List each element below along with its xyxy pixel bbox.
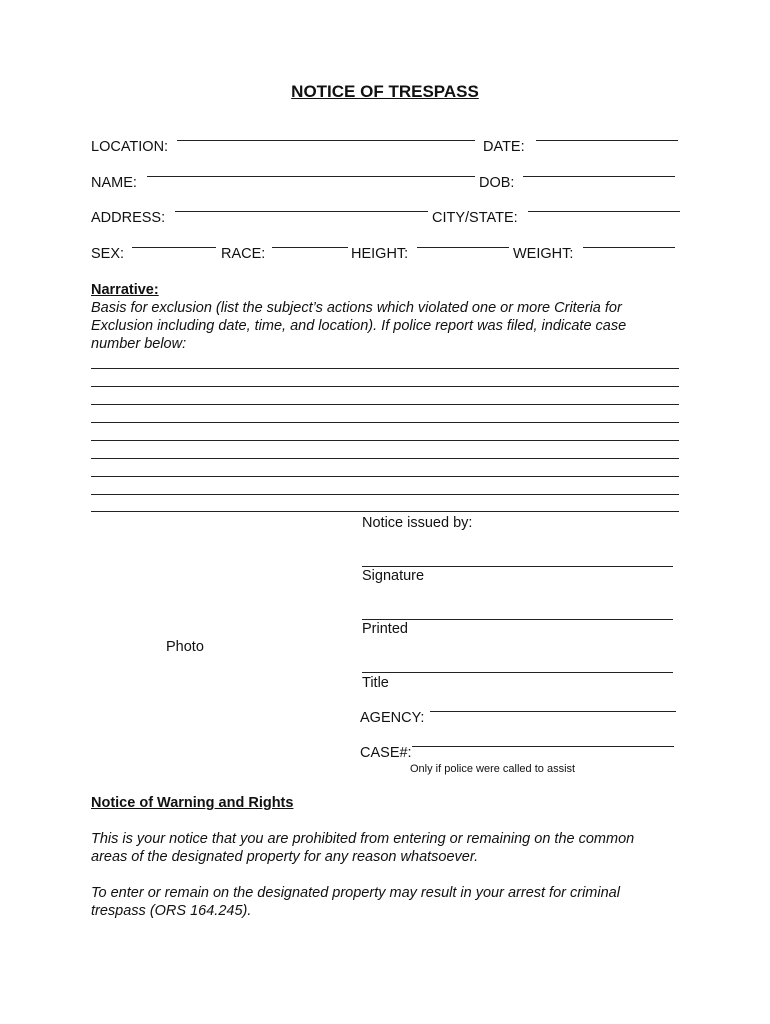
date-label: DATE: xyxy=(483,139,525,155)
case-number-field[interactable] xyxy=(412,746,674,747)
name-label: NAME: xyxy=(91,175,137,191)
name-field[interactable] xyxy=(147,176,475,177)
narrative-instructions-line2: Exclusion including date, time, and location). If police report was filed, indicate case xyxy=(91,318,627,334)
warning-paragraph1-line1: This is your notice that you are prohibited from entering or remaining on the common xyxy=(91,831,635,847)
printed-label: Printed xyxy=(362,621,408,637)
location-label: LOCATION: xyxy=(91,139,169,155)
dob-field[interactable] xyxy=(523,176,675,177)
narrative-instructions-line3: number below: xyxy=(91,336,187,352)
signature-label: Signature xyxy=(362,568,425,584)
case-number-note: Only if police were called to assist xyxy=(410,763,576,775)
address-label: ADDRESS: xyxy=(91,210,166,226)
issued-by-heading: Notice issued by: xyxy=(362,515,473,531)
warning-paragraph1-line2: areas of the designated property for any reason whatsoever. xyxy=(91,849,479,865)
narrative-instructions-line1: Basis for exclusion (list the subject’s actions which violated one or more Criteria for xyxy=(91,300,622,316)
narrative-line[interactable] xyxy=(91,386,679,387)
title-field[interactable] xyxy=(362,672,673,673)
narrative-line[interactable] xyxy=(91,440,679,441)
photo-label: Photo xyxy=(166,639,204,655)
date-field[interactable] xyxy=(536,140,678,141)
location-field[interactable] xyxy=(177,140,475,141)
title-label: Title xyxy=(362,675,389,691)
narrative-line[interactable] xyxy=(91,458,679,459)
sex-field[interactable] xyxy=(132,247,216,248)
height-field[interactable] xyxy=(417,247,509,248)
sex-label: SEX: xyxy=(91,246,125,262)
narrative-line[interactable] xyxy=(91,368,679,369)
case-number-label: CASE#: xyxy=(360,745,412,761)
weight-label: WEIGHT: xyxy=(513,246,574,262)
city-state-field[interactable] xyxy=(528,211,680,212)
narrative-line[interactable] xyxy=(91,476,679,477)
agency-label: AGENCY: xyxy=(360,710,425,726)
dob-label: DOB: xyxy=(479,175,515,191)
warning-paragraph2-line1: To enter or remain on the designated property may result in your arrest for criminal xyxy=(91,885,620,901)
warning-paragraph2-line2: trespass (ORS 164.245). xyxy=(91,903,252,919)
narrative-line[interactable] xyxy=(91,511,679,512)
warning-heading: Notice of Warning and Rights xyxy=(91,795,294,811)
race-field[interactable] xyxy=(272,247,348,248)
city-state-label: CITY/STATE: xyxy=(432,210,518,226)
page-title: NOTICE OF TRESPASS xyxy=(291,82,479,101)
weight-field[interactable] xyxy=(583,247,675,248)
race-label: RACE: xyxy=(221,246,266,262)
signature-field[interactable] xyxy=(362,566,673,567)
height-label: HEIGHT: xyxy=(351,246,409,262)
address-field[interactable] xyxy=(175,211,428,212)
narrative-line[interactable] xyxy=(91,494,679,495)
narrative-line[interactable] xyxy=(91,422,679,423)
narrative-line[interactable] xyxy=(91,404,679,405)
printed-name-field[interactable] xyxy=(362,619,673,620)
agency-field[interactable] xyxy=(430,711,676,712)
narrative-heading: Narrative: xyxy=(91,282,159,298)
